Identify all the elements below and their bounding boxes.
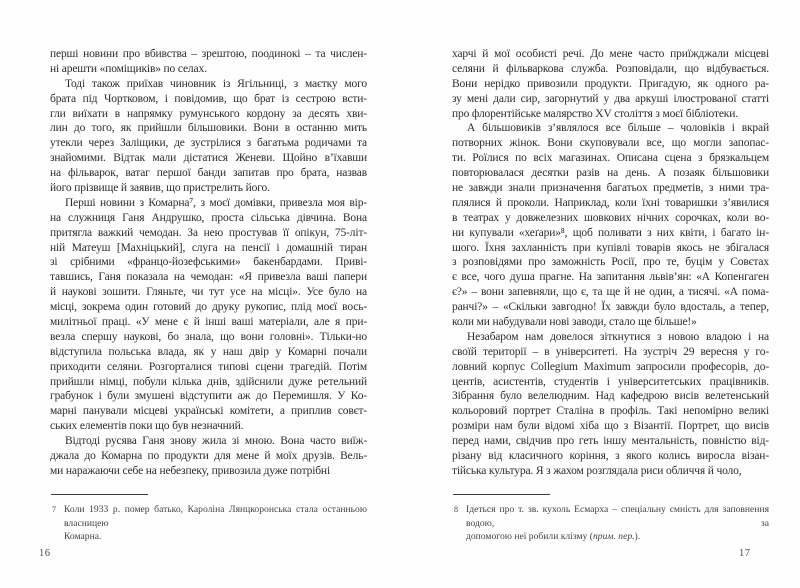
text-line: шого. Їхня захланність при купівлі товарів якось не збігалася bbox=[452, 241, 769, 254]
text-line: Вони нерідко привозили продукти. Пригадую, як одного ра- bbox=[452, 77, 769, 90]
page-number: 16 bbox=[39, 548, 51, 559]
text-line: відступила польська влада, як у наш двір у Комарні почали bbox=[50, 345, 367, 358]
text-line: розміри нам були відомі хіба що з Візантії. Портрет, що висів bbox=[452, 420, 769, 433]
page-right bbox=[452, 47, 769, 577]
footnote-segment: Ідеться про т. зв. кухоль Есмарха – спеціальну ємність для заповнення водою, за bbox=[466, 504, 769, 529]
text-line: місці, зокрема один готовий до друку рукопис, плід моєї вось- bbox=[50, 301, 367, 314]
text-line: лин до того, як прийшли більшовики. Вони в останню мить bbox=[50, 122, 367, 135]
text-line: гли виїхати в напрямку румунського кордону за десять хви- bbox=[50, 107, 367, 120]
text-line: тавшись, Ганя показала на чемодан: «Я привезла ваші папери bbox=[50, 271, 367, 284]
text-line: є все, чого душа прагне. На запитання львів’ян: «А Копенгаген bbox=[452, 271, 769, 284]
text-line: ній Матеуш [Махніцький], слуга на пенсії і домашній тиран bbox=[50, 241, 367, 254]
text-line: кольоровий портрет Сталіна в профіль. Такі непомірно великі bbox=[452, 405, 769, 418]
text-line: Незабаром нам довелося зіткнутися з новою владою і на bbox=[467, 330, 769, 343]
text-line: зі срібними «францо-йозефськими» бакенбардами. Приві- bbox=[50, 256, 367, 269]
text-line: ми наражаючи себе на небезпеку, привозила дуже потрібні bbox=[50, 464, 330, 477]
footnote-segment: Коли 1933 р. помер батько, Кароліна Лянцкоронська стала останньою власницею bbox=[64, 504, 367, 529]
page-left-text bbox=[50, 47, 367, 479]
text-line: брата під Чортковом, і повідомив, що брат із сестрою всти- bbox=[50, 92, 367, 105]
text-line: коли ми набудували нові заводи, стало ще більше!» bbox=[452, 316, 697, 329]
text-line: притягла важкий чемодан. За нею простував її опікун, 75-літ- bbox=[50, 226, 367, 239]
text-line: ни купували «хеґари»⁸, щоб поливати з них квіти, і багато ін- bbox=[452, 226, 769, 239]
footnote-segment: допомогою неї робили клізму ( bbox=[466, 531, 593, 543]
text-line: тійська культура. Я з жахом розглядала риси обличчя й чоло, bbox=[452, 464, 742, 477]
footnote-marker: 7 bbox=[52, 505, 56, 514]
text-line: не завжди знали призначення багатьох предметів, з ними тра- bbox=[452, 182, 769, 195]
paragraph bbox=[50, 434, 367, 479]
footnote-line bbox=[64, 530, 367, 544]
text-line: Тоді також приїхав чиновник із Ягільниці, з маєтку мого bbox=[65, 77, 367, 90]
footnote-separator bbox=[453, 494, 550, 495]
text-line: його прізвище й заявив, що пристрелить його. bbox=[50, 182, 270, 195]
text-line: плялися й проколи. Наприклад, коли їхні товаришки з’явилися bbox=[452, 196, 769, 209]
footnote-line bbox=[466, 530, 769, 544]
paragraph bbox=[452, 330, 769, 479]
text-line: перші новини про вбивства – зрештою, поодинокі – та числен- bbox=[50, 48, 367, 60]
text-line: ловний корпус Collegium Maximum запросили професорів, до- bbox=[452, 360, 769, 373]
text-line: знайомими. Відтак мали дістатися Женеви. Щойно в’їхавши bbox=[50, 152, 367, 165]
text-line: ти. Роїлися по всіх магазинах. Описана сцена з брязкальцем bbox=[452, 152, 769, 165]
text-line: в театрах у довжелезних шовкових нічних сорочках, коли во- bbox=[452, 211, 769, 224]
paragraph bbox=[452, 47, 769, 121]
text-line: різану від класичного коріння, з якого колись виросла візан- bbox=[452, 450, 769, 463]
footnote-marker: 8 bbox=[454, 505, 458, 514]
footnote-line bbox=[64, 503, 367, 530]
text-line: ських елементів поки що був незначний. bbox=[50, 420, 244, 433]
text-line: А більшовиків з’являлося все більше – чоловіків і вкрай bbox=[467, 122, 769, 135]
footnote bbox=[452, 503, 769, 544]
footnote bbox=[50, 503, 367, 544]
text-line: везла спершу наукові, бо знала, що вони головні». Тільки-но bbox=[50, 330, 367, 343]
text-line: на фільварок, ватаг першої банди запитав про брата, назвав bbox=[50, 167, 367, 180]
text-line: селяни й фільваркова служба. Розповідали, що відбувається. bbox=[452, 62, 769, 75]
text-line: зу мені дали сир, загорнутий у два аркуші ілюстрованої статті bbox=[452, 92, 769, 105]
footnote-line bbox=[466, 503, 769, 530]
text-line: центів, асистентів, студентів і університетських працівників. bbox=[452, 375, 769, 388]
text-line: про флорентійське малярство XV століття з моєї бібліотеки. bbox=[452, 107, 738, 120]
text-line: утекли через Заліщики, де зустрілися з багатьма родичами та bbox=[50, 137, 367, 150]
text-line: на служниця Ганя Андрушко, проста сільська дівчина. Вона bbox=[50, 211, 367, 224]
text-line: потворних жінок. Вони скуповували все, що могли запопас- bbox=[452, 137, 769, 150]
text-line: марні панували місцеві українські комітети, а приплив совєт- bbox=[50, 405, 367, 418]
text-line: ні арешти «поміщиків» по селах. bbox=[50, 62, 207, 75]
text-line: приходити селяни. Розгорталися типові сцени трагедій. Потім bbox=[50, 360, 367, 373]
text-line: повторювалася десятки разів на день. А позаяк більшовики bbox=[452, 167, 769, 180]
footnote-segment: ). bbox=[634, 531, 641, 543]
text-line: Перші новини з Комарна⁷, з моєї домівки, привезла моя вір- bbox=[65, 196, 367, 209]
footnote-italic-segment: прим. пер. bbox=[592, 531, 635, 543]
text-line: грабунок і були змушені відступити аж до Перемишля. У Ко- bbox=[50, 390, 367, 403]
footnote-segment: Комарна. bbox=[64, 531, 102, 543]
page-left bbox=[39, 47, 367, 577]
text-line: ранчі?» – «Скільки завгодно! Їх завжди було вдосталь, а тепер, bbox=[452, 301, 769, 314]
text-line: є?» – вони запевняли, що є, та ще й не один, а тисячі. «А пома- bbox=[452, 286, 769, 299]
text-line: Відтоді русява Ганя знову жила зі мною. Вона часто виїж- bbox=[65, 435, 367, 448]
paragraph bbox=[50, 196, 367, 434]
paragraph bbox=[50, 77, 367, 196]
text-line: своїй території – в університеті. На зустріч 29 вересня у го- bbox=[452, 345, 769, 358]
text-line: Зібрання було велелюдним. Над кафедрою висів велетенський bbox=[452, 390, 769, 403]
footnote-separator bbox=[51, 494, 148, 495]
page-right-text bbox=[452, 47, 769, 479]
text-line: й наукові зошити. Гляньте, чи тут усе на місці». Усе було на bbox=[50, 286, 367, 299]
paragraph bbox=[452, 121, 769, 329]
page-number: 17 bbox=[739, 548, 751, 559]
text-line: харчі й мої особисті речі. До мене часто приїжджали місцеві bbox=[452, 48, 769, 60]
text-line: милітньої праці. «У мене є й інші ваші матеріали, але я при- bbox=[50, 316, 367, 329]
paragraph bbox=[50, 47, 367, 77]
text-line: джала до Комарна по продукти для мене й моїх друзів. Вель- bbox=[50, 450, 367, 463]
text-line: перед нами, свідчив про геть іншу ментальність, повністю від- bbox=[452, 435, 769, 448]
text-line: з розповідями про заможність Росії, про те, буцім у Совєтах bbox=[452, 256, 769, 269]
text-line: прийшли німці, побули кілька днів, здійснили дуже ретельний bbox=[50, 375, 367, 388]
